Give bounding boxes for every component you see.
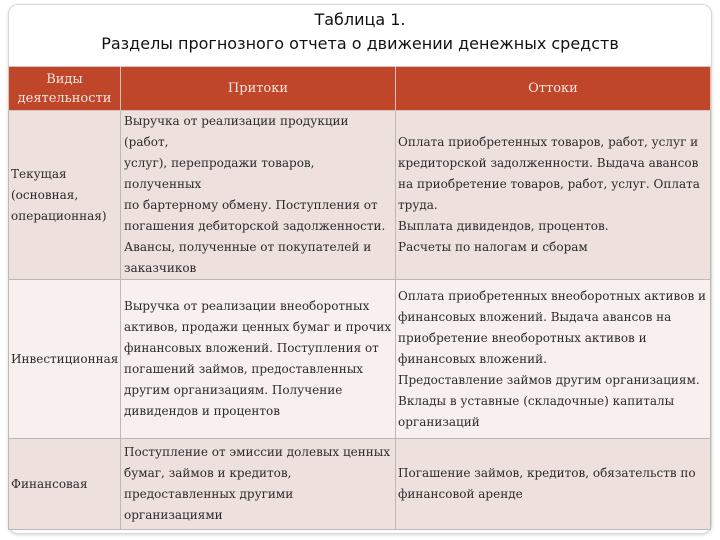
row-financing-inflows: Поступление от эмиссии долевых ценных бумаг, займов и кредитов, предоставленных другими организациями (121, 439, 396, 530)
row-operating-inflows: Выручка от реализации продукции (работ, услуг), перепродажи товаров, полученных по бартерному обмену. Поступления от погашения дебиторской задолженности. Авансы, полученные от покупателей и заказчиков (121, 111, 396, 280)
row-investing-inflows: Выручка от реализации внеоборотных активов, продажи ценных бумаг и прочих финансовых вложений. Поступления от погашений займов, предоставленных другим организациям. Получение дивидендов и процентов (121, 280, 396, 439)
header-inflows: Притоки (121, 67, 396, 111)
row-operating-outflows: Оплата приобретенных товаров, работ, услуг и кредиторской задолженности. Выдача авансов на приобретение товаров, работ, услуг. Оплата труда. Выплата дивидендов, процентов. Расчеты по налогам и сборам (396, 111, 711, 280)
header-outflows: Оттоки (396, 67, 711, 111)
table-row (9, 280, 711, 439)
row-financing-outflows: Погашение займов, кредитов, обязательств по финансовой аренде (396, 439, 711, 530)
table-caption: Разделы прогнозного отчета о движении денежных средств (101, 34, 619, 53)
header-row (9, 67, 711, 111)
row-investing-outflows: Оплата приобретенных внеоборотных активов и финансовых вложений. Выдача авансов на приобретение внеоборотных активов и финансовых вложений. Предоставление займов другим организациям. Вклады в уставные (складочные) капиталы организаций (396, 280, 711, 439)
table-row (9, 111, 711, 280)
table-number: Таблица 1. (314, 10, 406, 29)
row-financing-kind: Финансовая (9, 439, 121, 530)
row-operating-kind: Текущая (основная, операционная) (9, 111, 121, 280)
row-investing-kind: Инвестиционная (9, 280, 121, 439)
cash-flow-table (8, 66, 711, 530)
header-activity-types: Виды деятельности (9, 67, 121, 111)
table-row (9, 439, 711, 530)
